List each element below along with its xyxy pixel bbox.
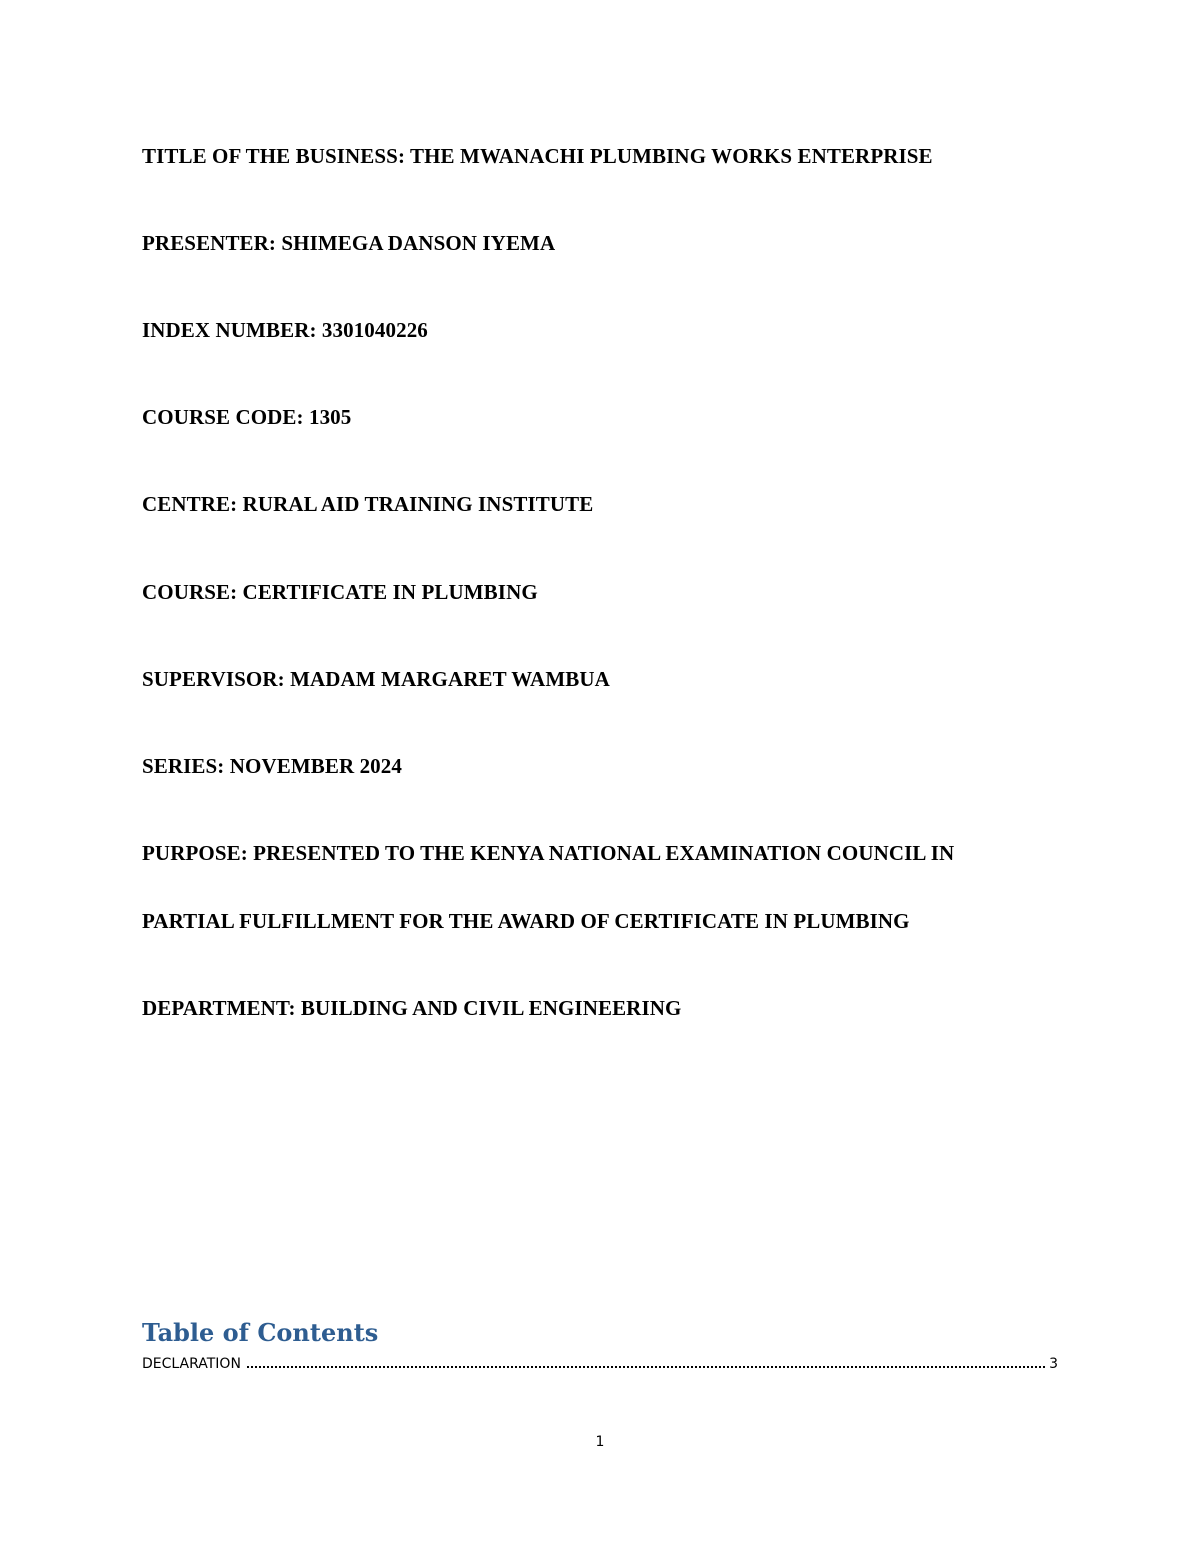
page-number: 1 <box>595 1434 605 1450</box>
purpose-line-1: PURPOSE: PRESENTED TO THE KENYA NATIONAL EXAMINATION COUNCIL IN <box>142 841 955 865</box>
course: COURSE: CERTIFICATE IN PLUMBING <box>142 580 538 604</box>
supervisor: SUPERVISOR: MADAM MARGARET WAMBUA <box>142 667 610 691</box>
toc-entry-declaration[interactable] <box>142 1356 1058 1372</box>
index-number: INDEX NUMBER: 3301040226 <box>142 318 428 342</box>
course-code: COURSE CODE: 1305 <box>142 405 352 429</box>
series: SERIES: NOVEMBER 2024 <box>142 754 402 778</box>
toc-dot-leader <box>247 1366 1045 1368</box>
toc-entry-page: 3 <box>1049 1356 1058 1372</box>
toc-entry-title: DECLARATION <box>142 1356 241 1372</box>
department: DEPARTMENT: BUILDING AND CIVIL ENGINEERING <box>142 996 682 1020</box>
purpose-line-2: PARTIAL FULFILLMENT FOR THE AWARD OF CERTIFICATE IN PLUMBING <box>142 909 910 933</box>
toc-heading: Table of Contents <box>142 1318 379 1347</box>
centre: CENTRE: RURAL AID TRAINING INSTITUTE <box>142 492 594 516</box>
presenter: PRESENTER: SHIMEGA DANSON IYEMA <box>142 231 556 255</box>
business-title: TITLE OF THE BUSINESS: THE MWANACHI PLUMBING WORKS ENTERPRISE <box>142 144 933 168</box>
